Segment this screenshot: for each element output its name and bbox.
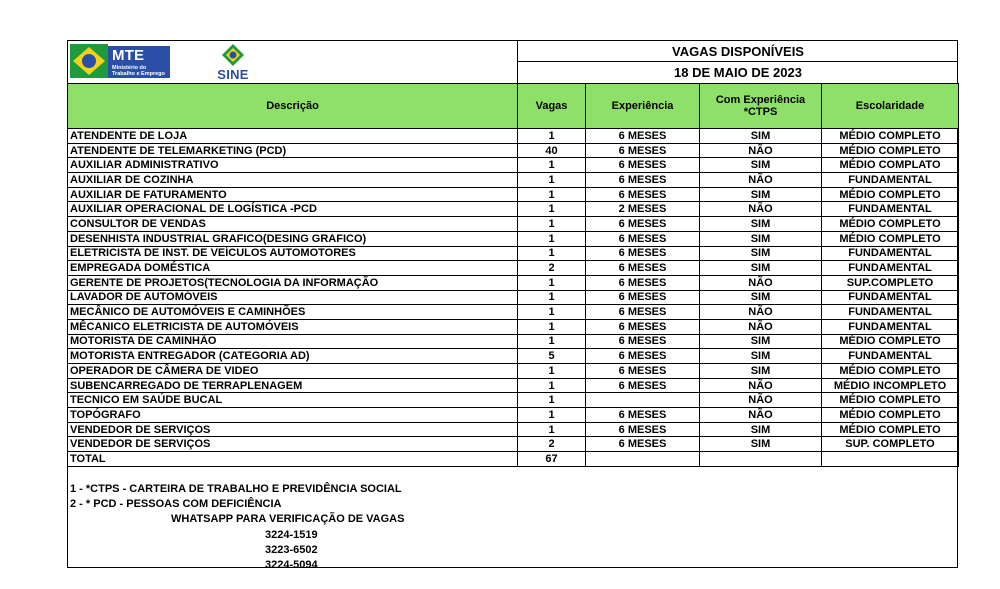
table-row bbox=[68, 129, 959, 144]
cell-experiencia: 6 MESES bbox=[586, 217, 700, 232]
cell-vagas: 1 bbox=[518, 408, 586, 423]
cell-experiencia: 6 MESES bbox=[586, 364, 700, 379]
cell-vagas: 1 bbox=[518, 422, 586, 437]
cell-descricao: TECNICO EM SAÚDE BUCAL bbox=[68, 393, 518, 408]
column-header-escolaridade: Escolaridade bbox=[822, 84, 959, 129]
table-row bbox=[68, 319, 959, 334]
cell-vagas: 1 bbox=[518, 158, 586, 173]
footnote-ctps: 1 - *CTPS - CARTEIRA DE TRABALHO E PREVIDÊNCIA SOCIAL bbox=[70, 483, 402, 495]
table-row bbox=[68, 393, 959, 408]
cell-vagas: 1 bbox=[518, 217, 586, 232]
total-empty-cell bbox=[586, 452, 700, 467]
mte-title: MTE bbox=[112, 47, 145, 64]
table-row bbox=[68, 202, 959, 217]
cell-vagas: 1 bbox=[518, 305, 586, 320]
cell-vagas: 1 bbox=[518, 202, 586, 217]
cell-ctps: SIM bbox=[700, 290, 822, 305]
cell-ctps: SIM bbox=[700, 187, 822, 202]
table-row bbox=[68, 334, 959, 349]
cell-experiencia: 6 MESES bbox=[586, 290, 700, 305]
table-body bbox=[68, 129, 959, 452]
mte-logo bbox=[70, 44, 167, 78]
cell-experiencia: 6 MESES bbox=[586, 334, 700, 349]
logo-area bbox=[68, 41, 517, 83]
cell-descricao: VENDEDOR DE SERVIÇOS bbox=[68, 422, 518, 437]
cell-descricao: ELETRICISTA DE INST. DE VEÍCULOS AUTOMOTORES bbox=[68, 246, 518, 261]
cell-ctps: NÃO bbox=[700, 305, 822, 320]
cell-escolaridade: MÉDIO COMPLETO bbox=[822, 422, 959, 437]
cell-descricao: EMPREGADA DOMÉSTICA bbox=[68, 261, 518, 276]
cell-ctps: SIM bbox=[700, 158, 822, 173]
cell-vagas: 1 bbox=[518, 246, 586, 261]
cell-descricao: OPERADOR DE CÂMERA DE VIDEO bbox=[68, 364, 518, 379]
cell-ctps: NÃO bbox=[700, 378, 822, 393]
column-header-descricao: Descrição bbox=[68, 84, 518, 129]
cell-ctps: NÃO bbox=[700, 319, 822, 334]
cell-descricao: ATENDENTE DE TELEMARKETING (PCD) bbox=[68, 143, 518, 158]
total-label: TOTAL bbox=[68, 452, 518, 467]
table-row bbox=[68, 217, 959, 232]
phone-number: 3224-1519 bbox=[265, 529, 318, 541]
cell-descricao: TOPÓGRAFO bbox=[68, 408, 518, 423]
table-row bbox=[68, 246, 959, 261]
cell-escolaridade: MÉDIO COMPLETO bbox=[822, 231, 959, 246]
cell-vagas: 1 bbox=[518, 334, 586, 349]
cell-experiencia: 6 MESES bbox=[586, 129, 700, 144]
page-title: VAGAS DISPONÍVEIS bbox=[517, 41, 958, 62]
cell-escolaridade: SUP. COMPLETO bbox=[822, 437, 959, 452]
cell-descricao: LAVADOR DE AUTOMÓVEIS bbox=[68, 290, 518, 305]
cell-escolaridade: MÉDIO COMPLETO bbox=[822, 187, 959, 202]
cell-vagas: 2 bbox=[518, 437, 586, 452]
mte-subtitle: Ministério do Trabalho e Emprego bbox=[112, 65, 165, 77]
cell-experiencia: 6 MESES bbox=[586, 378, 700, 393]
cell-escolaridade: FUNDAMENTAL bbox=[822, 173, 959, 188]
cell-ctps: SIM bbox=[700, 129, 822, 144]
table-row bbox=[68, 408, 959, 423]
cell-experiencia: 6 MESES bbox=[586, 261, 700, 276]
table-row bbox=[68, 143, 959, 158]
column-header-experiencia: Experiência bbox=[586, 84, 700, 129]
table-row bbox=[68, 378, 959, 393]
cell-ctps: SIM bbox=[700, 422, 822, 437]
cell-experiencia: 2 MESES bbox=[586, 202, 700, 217]
table-row bbox=[68, 305, 959, 320]
cell-vagas: 1 bbox=[518, 231, 586, 246]
sine-logo bbox=[213, 43, 253, 83]
job-listing-sheet bbox=[67, 40, 958, 571]
cell-vagas: 1 bbox=[518, 319, 586, 334]
cell-experiencia bbox=[586, 393, 700, 408]
table-row bbox=[68, 231, 959, 246]
cell-experiencia: 6 MESES bbox=[586, 231, 700, 246]
total-value: 67 bbox=[518, 452, 586, 467]
sine-text: SINE bbox=[217, 67, 249, 82]
cell-ctps: NÃO bbox=[700, 143, 822, 158]
sine-flag-icon bbox=[213, 43, 253, 69]
table-row bbox=[68, 275, 959, 290]
cell-ctps: SIM bbox=[700, 217, 822, 232]
cell-descricao: ATENDENTE DE LOJA bbox=[68, 129, 518, 144]
cell-escolaridade: FUNDAMENTAL bbox=[822, 261, 959, 276]
cell-descricao: CONSULTOR DE VENDAS bbox=[68, 217, 518, 232]
cell-descricao: MOTORISTA DE CAMINHÃO bbox=[68, 334, 518, 349]
cell-escolaridade: SUP.COMPLETO bbox=[822, 275, 959, 290]
cell-escolaridade: MÉDIO COMPLETO bbox=[822, 408, 959, 423]
cell-descricao: MECÂNICO DE AUTOMÓVEIS E CAMINHÕES bbox=[68, 305, 518, 320]
cell-vagas: 1 bbox=[518, 290, 586, 305]
column-header-ctps: Com Experiência *CTPS bbox=[700, 84, 822, 129]
cell-descricao: MÊCANICO ELETRICISTA DE AUTOMÓVEIS bbox=[68, 319, 518, 334]
table-row bbox=[68, 187, 959, 202]
cell-descricao: AUXILIAR OPERACIONAL DE LOGÍSTICA -PCD bbox=[68, 202, 518, 217]
total-empty-cell bbox=[700, 452, 822, 467]
cell-experiencia: 6 MESES bbox=[586, 349, 700, 364]
total-row bbox=[68, 452, 959, 467]
cell-escolaridade: FUNDAMENTAL bbox=[822, 202, 959, 217]
table-row bbox=[68, 261, 959, 276]
cell-ctps: SIM bbox=[700, 231, 822, 246]
cell-descricao: AUXILIAR ADMINISTRATIVO bbox=[68, 158, 518, 173]
cell-experiencia: 6 MESES bbox=[586, 305, 700, 320]
cell-escolaridade: MÉDIO COMPLETO bbox=[822, 143, 959, 158]
whatsapp-heading: WHATSAPP PARA VERIFICAÇÃO DE VAGAS bbox=[171, 513, 405, 525]
cell-ctps: SIM bbox=[700, 246, 822, 261]
cell-experiencia: 6 MESES bbox=[586, 143, 700, 158]
cell-vagas: 1 bbox=[518, 393, 586, 408]
cell-vagas: 1 bbox=[518, 129, 586, 144]
cell-descricao: DESENHISTA INDUSTRIAL GRAFICO(DESING GRAFICO) bbox=[68, 231, 518, 246]
cell-vagas: 1 bbox=[518, 378, 586, 393]
table-row bbox=[68, 158, 959, 173]
cell-escolaridade: FUNDAMENTAL bbox=[822, 290, 959, 305]
phone-number: 3223-6502 bbox=[265, 544, 318, 556]
cell-ctps: SIM bbox=[700, 349, 822, 364]
table-row bbox=[68, 290, 959, 305]
table-row bbox=[68, 364, 959, 379]
footnote-pcd: 2 - * PCD - PESSOAS COM DEFICIÊNCIA bbox=[70, 498, 282, 510]
cell-vagas: 1 bbox=[518, 275, 586, 290]
cell-descricao: AUXILIAR DE COZINHA bbox=[68, 173, 518, 188]
brazil-flag-icon bbox=[70, 44, 108, 78]
cell-escolaridade: FUNDAMENTAL bbox=[822, 349, 959, 364]
cell-experiencia: 6 MESES bbox=[586, 158, 700, 173]
cell-escolaridade: MÉDIO COMPLETO bbox=[822, 364, 959, 379]
cell-ctps: SIM bbox=[700, 334, 822, 349]
table-row bbox=[68, 349, 959, 364]
table-row bbox=[68, 422, 959, 437]
cell-experiencia: 6 MESES bbox=[586, 187, 700, 202]
cell-escolaridade: MÉDIO COMPLETO bbox=[822, 217, 959, 232]
cell-descricao: SUBENCARREGADO DE TERRAPLENAGEM bbox=[68, 378, 518, 393]
mte-label-box bbox=[108, 46, 170, 78]
cell-descricao: AUXILIAR DE FATURAMENTO bbox=[68, 187, 518, 202]
cell-vagas: 1 bbox=[518, 187, 586, 202]
cell-vagas: 2 bbox=[518, 261, 586, 276]
column-header-vagas: Vagas bbox=[518, 84, 586, 129]
cell-escolaridade: FUNDAMENTAL bbox=[822, 246, 959, 261]
cell-escolaridade: FUNDAMENTAL bbox=[822, 305, 959, 320]
cell-ctps: SIM bbox=[700, 437, 822, 452]
cell-ctps: NÃO bbox=[700, 408, 822, 423]
cell-experiencia: 6 MESES bbox=[586, 275, 700, 290]
cell-escolaridade: MÉDIO COMPLETO bbox=[822, 393, 959, 408]
phone-number: 3224-5094 bbox=[265, 559, 318, 571]
cell-descricao: MOTORISTA ENTREGADOR (CATEGORIA AD) bbox=[68, 349, 518, 364]
cell-escolaridade: MÉDIO COMPLETO bbox=[822, 129, 959, 144]
cell-ctps: SIM bbox=[700, 364, 822, 379]
cell-ctps: NÃO bbox=[700, 173, 822, 188]
table-row bbox=[68, 173, 959, 188]
cell-escolaridade: FUNDAMENTAL bbox=[822, 319, 959, 334]
cell-vagas: 1 bbox=[518, 173, 586, 188]
cell-ctps: NÃO bbox=[700, 202, 822, 217]
cell-experiencia: 6 MESES bbox=[586, 173, 700, 188]
cell-descricao: GERENTE DE PROJETOS(TECNOLOGIA DA INFORMAÇÃO bbox=[68, 275, 518, 290]
total-empty-cell bbox=[822, 452, 959, 467]
cell-escolaridade: MÉDIO COMPLATO bbox=[822, 158, 959, 173]
cell-vagas: 1 bbox=[518, 364, 586, 379]
cell-experiencia: 6 MESES bbox=[586, 319, 700, 334]
cell-ctps: NÃO bbox=[700, 275, 822, 290]
cell-experiencia: 6 MESES bbox=[586, 246, 700, 261]
cell-experiencia: 6 MESES bbox=[586, 422, 700, 437]
cell-ctps: SIM bbox=[700, 261, 822, 276]
table-header-row bbox=[68, 84, 959, 129]
cell-experiencia: 6 MESES bbox=[586, 437, 700, 452]
cell-descricao: VENDEDOR DE SERVIÇOS bbox=[68, 437, 518, 452]
cell-vagas: 5 bbox=[518, 349, 586, 364]
cell-ctps: NÃO bbox=[700, 393, 822, 408]
cell-escolaridade: MÉDIO COMPLETO bbox=[822, 334, 959, 349]
cell-vagas: 40 bbox=[518, 143, 586, 158]
vacancies-table bbox=[67, 83, 959, 467]
cell-escolaridade: MÉDIO INCOMPLETO bbox=[822, 378, 959, 393]
page-date: 18 DE MAIO DE 2023 bbox=[517, 62, 958, 83]
table-row bbox=[68, 437, 959, 452]
cell-experiencia: 6 MESES bbox=[586, 408, 700, 423]
